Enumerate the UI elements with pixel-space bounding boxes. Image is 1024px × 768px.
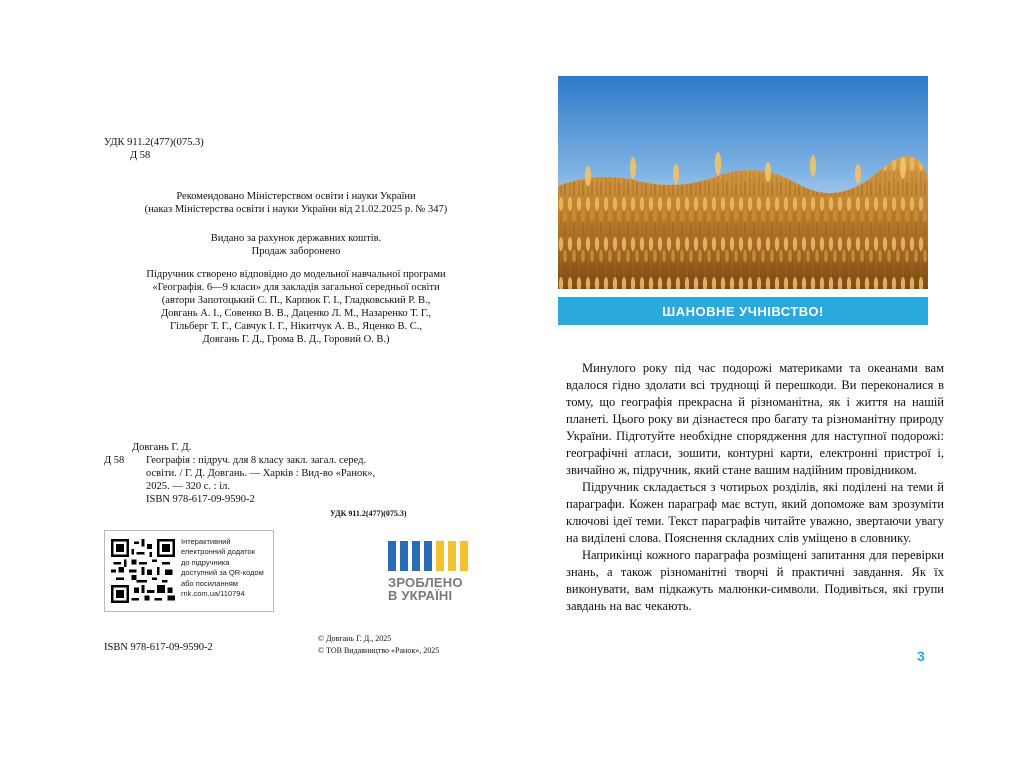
right-page	[512, 0, 1024, 768]
udk-footer: УДК 911.2(477)(075.3)	[330, 509, 407, 518]
qr-caption-line: електронний додаток	[181, 547, 255, 557]
qr-caption-line: доступний за QR-кодом	[181, 568, 264, 578]
wheat-field-photo	[558, 76, 928, 289]
program-line: «Географія. 6—9 класи» для закладів загальної середньої освіти	[152, 282, 440, 293]
program-line: (автори Запотоцький С. П., Карпюк Г. І., Гладковський Р. В.,	[161, 295, 431, 306]
intro-paragraph: Наприкінці кожного параграфа розміщені запитання для перевірки знань, а також різноманітні творчі й практичні завдання. Як їх виконувати, вам підкажуть малюнки-символи. Подивіться, які групи завдань на вас чекають.	[566, 548, 944, 613]
bib-code: Д 58	[104, 455, 125, 466]
copyright-line: © Довгань Г. Д., 2025	[318, 634, 392, 643]
intro-text	[566, 360, 944, 615]
qr-caption-line: до підручника	[181, 557, 230, 567]
program-line: Довгань Г. Д., Грома В. Д., Горовий О. В.)	[202, 334, 390, 345]
qr-card	[104, 530, 274, 612]
bib-author: Довгань Г. Д.	[132, 442, 192, 453]
program-line: Довгань А. І., Совенко В. В., Даценко Л. М., Назаренко Т. Г.,	[160, 308, 432, 319]
program-line: Гільберг Т. Г., Савчук І. Г., Нікитчук А. В., Яценко В. С.,	[169, 321, 423, 332]
author-code: Д 58	[130, 150, 151, 161]
isbn: ISBN 978-617-09-9590-2	[104, 642, 213, 653]
published-line: Видано за рахунок державних коштів.	[210, 233, 382, 244]
bibliographic-record	[104, 441, 444, 506]
bib-line: Географія : підруч. для 8 класу закл. загал. серед.	[146, 455, 367, 466]
bib-line: 2025. — 320 с. : іл.	[146, 481, 230, 492]
recommendation-line: (наказ Міністерства освіти і науки України від 21.02.2025 р. № 347)	[144, 204, 448, 215]
made-line: В УКРАЇНІ	[388, 588, 453, 603]
copyright-block	[318, 633, 439, 657]
qr-code-icon[interactable]	[111, 539, 175, 603]
program-line: Підручник створено відповідно до модельної навчальної програми	[146, 269, 446, 280]
qr-caption	[181, 537, 271, 599]
published-line: Продаж заборонено	[251, 246, 341, 257]
udk-block	[104, 136, 204, 162]
published-note	[108, 232, 484, 258]
recommendation-note	[108, 190, 484, 216]
made-in-ukraine-text	[388, 576, 478, 602]
recommendation-line: Рекомендовано Міністерством освіти і науки України	[176, 191, 416, 202]
udk-code: УДК 911.2(477)(075.3)	[104, 137, 204, 148]
copyright-line: © ТОВ Видавництво «Ранок», 2025	[318, 646, 440, 655]
qr-link[interactable]: rnk.com.ua/110794	[181, 589, 245, 599]
intro-paragraph: Підручник складається з чотирьох розділів, які поділені на теми й параграфи. Кожен параграф має вступ, який допоможе вам зрозуміти ключові ідеї теми. Текст параграфів читайте уважно, звертаючи увагу на виділені слова. Пояснення складних слів уміщено в словнику.	[566, 480, 944, 545]
qr-caption-line: або посиланням	[181, 578, 238, 588]
greeting-banner: ШАНОВНЕ УЧНІВСТВО!	[558, 297, 928, 325]
bib-line: освіти. / Г. Д. Довгань. — Харків : Вид-во «Ранок»,	[146, 468, 376, 479]
program-note	[108, 268, 484, 346]
made-line: ЗРОБЛЕНО	[388, 575, 463, 590]
qr-caption-line: Інтерактивний	[181, 537, 231, 546]
page-number: 3	[917, 648, 925, 664]
bib-isbn: ISBN 978-617-09-9590-2	[146, 494, 255, 505]
made-in-ukraine-logo	[388, 541, 468, 607]
intro-paragraph: Минулого року під час подорожі материками та океанами вам вдалося гідно здолати всі труднощі й перешкоди. Ви переконалися в тому, що географія прекрасна й різноманітна, як і життя на нашій планеті. Цього року ви дізнаєтеся про багату та різноманітну природу України. Підготуйте необхідне спорядження для наступної подорожі: географічні атласи, зошити, контурні карти, електронні пристрої і, звичайно ж, підручник, який стане вашим надійним провідником.	[566, 361, 944, 477]
